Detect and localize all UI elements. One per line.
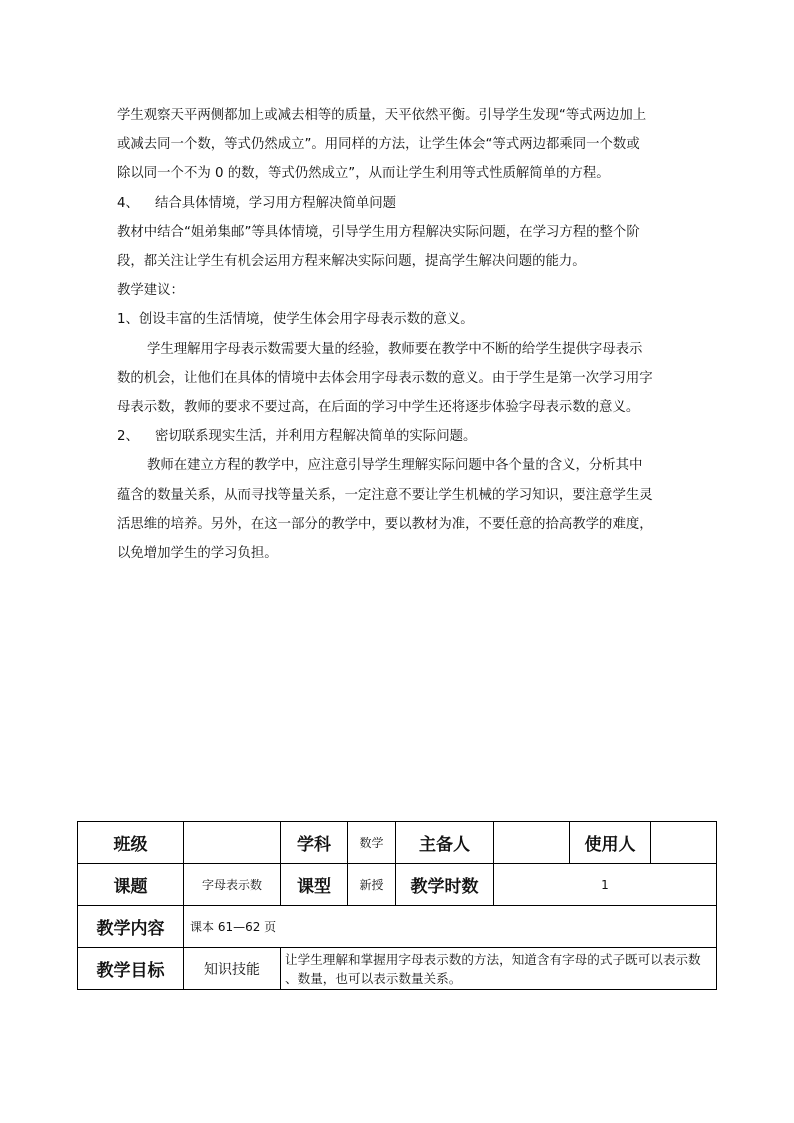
class-label: 班级 [78, 822, 184, 864]
paragraph-line: 蕴含的数量关系，从而寻找等量关系，一定注意不要让学生机械的学习知识，要注意学生灵 [117, 487, 653, 503]
paragraph-line: 段，都关注让学生有机会运用方程来解决实际问题，提高学生解决问题的能力。 [117, 254, 586, 270]
suggestion-2-heading [117, 422, 679, 451]
paragraph-line: 数的机会，让他们在具体的情境中去体会用字母表示数的意义。由于学生是第一次学习用字 [117, 370, 653, 386]
paragraph-line: 活思维的培养。另外，在这一部分的教学中，要以教材为准，不要任意的拾高教学的难度， [117, 516, 653, 532]
goal-value: 让学生理解和掌握用字母表示数的方法，知道含有字母的式子既可以表示数 、数量，也可以表示数量关系。 [281, 948, 717, 990]
paragraph-line: 母表示数，教师的要求不要过高，在后面的学习中学生还将逐步体验字母表示数的意义。 [117, 400, 640, 416]
section-title: 结合具体情境，学习用方程解决简单问题 [155, 195, 397, 211]
paragraph-line: 学生理解用字母表示数需要大量的经验，教师要在教学中不断的给学生提供字母表示 [147, 341, 643, 357]
table-row [78, 906, 717, 948]
class-value [184, 822, 281, 864]
paragraph-line: 教材中结合“姐弟集邮”等具体情境，引导学生用方程解决实际问题，在学习方程的整个阶 [117, 224, 640, 240]
topic-label: 课题 [78, 864, 184, 906]
topic-value: 字母表示数 [184, 864, 281, 906]
paragraph-line: 教师在建立方程的教学中，应注意引导学生理解实际问题中各个量的含义，分析其中 [147, 458, 643, 474]
subject-value: 数学 [348, 822, 396, 864]
hours-label: 教学时数 [396, 864, 494, 906]
type-label: 课型 [281, 864, 348, 906]
paragraph-line: 除以同一个不为 0 的数，等式仍然成立”，从而让学生利用等式性质解简单的方程。 [117, 166, 610, 182]
lesson-plan-table [77, 821, 717, 990]
paragraph-line: 以免增加学生的学习负担。 [117, 546, 278, 562]
suggestions-title: 教学建议： [117, 283, 184, 299]
document-body [117, 101, 679, 568]
content-value: 课本 61—62 页 [184, 906, 717, 948]
table-row [78, 948, 717, 990]
preparer-label: 主备人 [396, 822, 494, 864]
section-number: 2、 [117, 429, 139, 445]
table-row [78, 822, 717, 864]
user-value [651, 822, 717, 864]
user-label: 使用人 [570, 822, 651, 864]
subject-label: 学科 [281, 822, 348, 864]
preparer-value [494, 822, 570, 864]
goal-label: 教学目标 [78, 948, 184, 990]
table-row [78, 864, 717, 906]
section-4-heading [117, 189, 679, 218]
section-title: 密切联系现实生活，并利用方程解决简单的实际问题。 [155, 429, 477, 445]
section-number: 4、 [117, 195, 139, 211]
suggestion-1-heading: 1、创设丰富的生活情境，使学生体会用字母表示数的意义。 [117, 312, 474, 328]
hours-value: 1 [494, 864, 717, 906]
paragraph-line: 学生观察天平两侧都加上或减去相等的质量，天平依然平衡。引导学生发现“等式两边加上 [117, 108, 647, 123]
type-value: 新授 [348, 864, 396, 906]
paragraph-line: 或减去同一个数，等式仍然成立”。用同样的方法，让学生体会“等式两边都乘同一个数或 [117, 137, 640, 153]
goal-subcategory: 知识技能 [184, 948, 281, 990]
content-label: 教学内容 [78, 906, 184, 948]
